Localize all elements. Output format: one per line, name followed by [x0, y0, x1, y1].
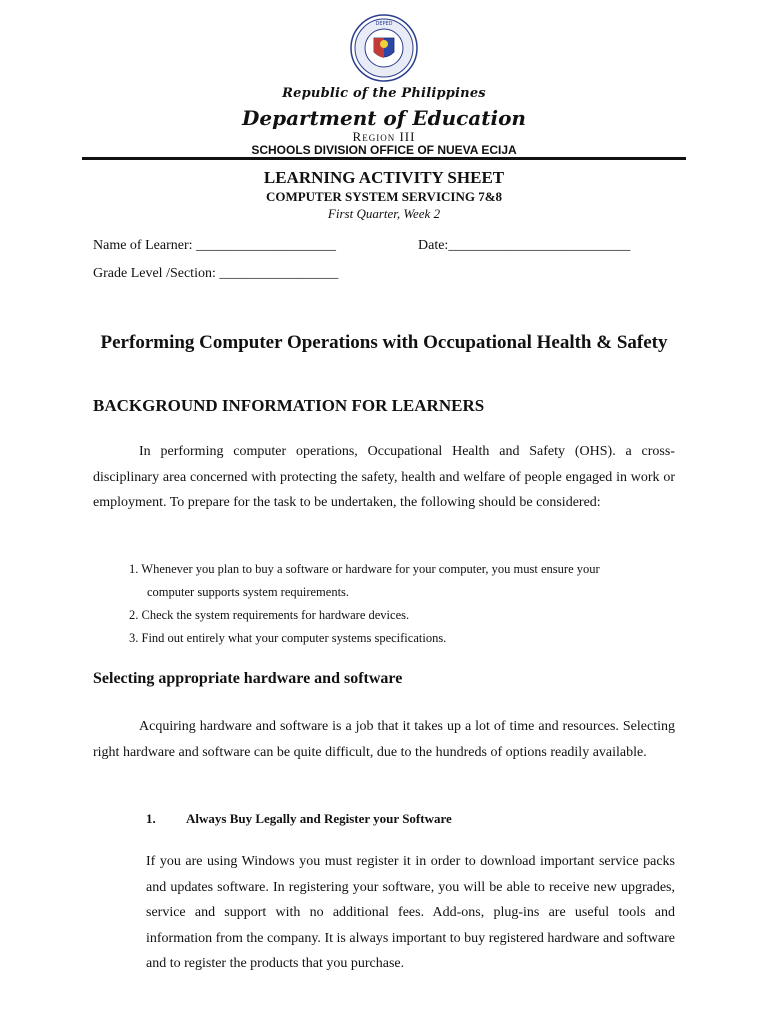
sheet-title: LEARNING ACTIVITY SHEET	[263, 168, 505, 187]
grade-section-field[interactable]: Grade Level /Section: _________________	[93, 266, 339, 281]
republic-line: Republic of the Philippines	[282, 86, 486, 101]
sheet-quarter: First Quarter, Week 2	[327, 206, 441, 221]
date-field[interactable]: Date:__________________________	[418, 238, 631, 253]
division-line: SCHOOLS DIVISION OFFICE OF NUEVA ECIJA	[251, 143, 517, 157]
selecting-heading: Selecting appropriate hardware and software	[93, 670, 403, 687]
lesson-title: Performing Computer Operations with Occupational Health & Safety	[100, 332, 668, 353]
selecting-paragraph	[93, 714, 675, 765]
list-item: 2. Check the system requirements for hardware devices.	[129, 608, 410, 622]
department-name: Department of Education	[242, 106, 526, 130]
item1-heading-row	[146, 811, 452, 827]
list-item: computer supports system requirements.	[147, 585, 350, 599]
deped-seal-icon	[350, 14, 418, 82]
intro-text: In performing computer operations, Occupational Health and Safety (OHS). a cross-disciplinary area concerned with protecting the safety, health and welfare of people engaged in work or employment. To prepare for the task to be undertaken, the following should be considered:	[93, 444, 675, 510]
selecting-text: Acquiring hardware and software is a job that it takes up a lot of time and resources. Selecting right hardware and software can be quite difficult, due to the hundreds of options readily available.	[93, 719, 675, 760]
svg-text:DEPED: DEPED	[375, 21, 393, 27]
learner-name-field[interactable]: Name of Learner: ____________________	[93, 238, 336, 253]
item1-paragraph: If you are using Windows you must register it in order to download important service packs and updates software. In registering your software, you will be able to receive new upgrades, service and support with no additional fees. Add-ons, plug-ins are useful tools and information from the company. It is always important to buy registered hardware and software and to register the products that you purchase.	[146, 854, 675, 971]
list-item: 3. Find out entirely what your computer systems specifications.	[129, 631, 447, 645]
sheet-subject: COMPUTER SYSTEM SERVICING 7&8	[265, 189, 503, 204]
background-heading: BACKGROUND INFORMATION FOR LEARNERS	[93, 396, 485, 415]
region-line: Region III	[352, 129, 416, 144]
item1-heading: Always Buy Legally and Register your Software	[186, 811, 452, 826]
list-item: 1. Whenever you plan to buy a software or hardware for your computer, you must ensure your	[129, 562, 600, 576]
intro-paragraph	[93, 439, 675, 516]
header-divider	[82, 157, 686, 160]
item1-number: 1.	[146, 811, 156, 826]
